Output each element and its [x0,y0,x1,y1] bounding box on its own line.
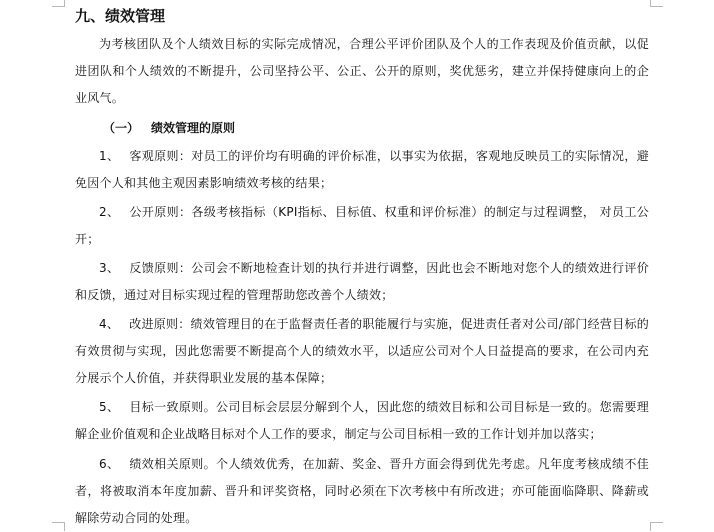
principle-number: 3、 [99,261,120,275]
subsection-heading [103,119,235,137]
subsection-title: 绩效管理的原则 [151,121,236,135]
principle-text: 绩效相关原则。个人绩效优秀，在加薪、奖金、晋升方面会得到优先考虑。凡年度考核成绩不佳者，将被取消本年度加薪、晋升和评奖资格，同时必须在下次考核中有所改进；亦可能面临降职、降薪或解除劳动合同的处理。 [75,457,649,525]
principle-text: 目标一致原则。公司目标会层层分解到个人，因此您的绩效目标和公司目标是一致的。您需要理解企业价值观和企业战略目标对个人工作的要求，制定与公司目标相一致的工作计划并加以落实； [75,400,649,441]
principle-number: 4、 [99,317,120,331]
principle-text: 反馈原则：公司会不断地检查计划的执行并进行调整，因此也会不断地对您个人的绩效进行评价和反馈，通过对目标实现过程的管理帮助您改善个人绩效； [75,261,649,302]
principle-number: 2、 [99,205,120,219]
section-heading: 九、绩效管理 [75,7,166,25]
principle-openness [75,199,649,253]
principle-objective [75,143,649,197]
principle-performance-linkage [75,451,649,532]
principle-feedback [75,255,649,309]
intro-paragraph: 为考核团队及个人绩效目标的实际完成情况，合理公平评价团队及个人的工作表现及价值贡献，以促进团队和个人绩效的不断提升，公司坚持公平、公正、公开的原则，奖优惩劣，建立并保持健康向上的企业风气。 [75,37,649,105]
page-corner-mark [52,0,65,7]
principle-text: 改进原则：绩效管理目的在于监督责任者的职能履行与实施，促进责任者对公司/部门经营目标的有效贯彻与实现，因此您需要不断提高个人的绩效水平，以适应公司对个人日益提高的要求，在公司内充分展示个人价值，并获得职业发展的基本保障； [75,317,649,385]
principle-text: 客观原则：对员工的评价均有明确的评价标准，以事实为依据，客观地反映员工的实际情况，避免因个人和其他主观因素影响绩效考核的结果； [75,149,649,190]
page-corner-mark [650,0,663,7]
principle-number: 5、 [99,400,120,414]
principle-goal-alignment [75,394,649,448]
principle-text: 公开原则：各级考核指标（KPI指标、目标值、权重和评价标准）的制定与过程调整， 对员工公开； [75,205,649,246]
subsection-number: （一） [103,121,140,135]
principle-improvement [75,311,649,392]
principle-number: 6、 [99,457,120,471]
principle-number: 1、 [99,149,120,163]
